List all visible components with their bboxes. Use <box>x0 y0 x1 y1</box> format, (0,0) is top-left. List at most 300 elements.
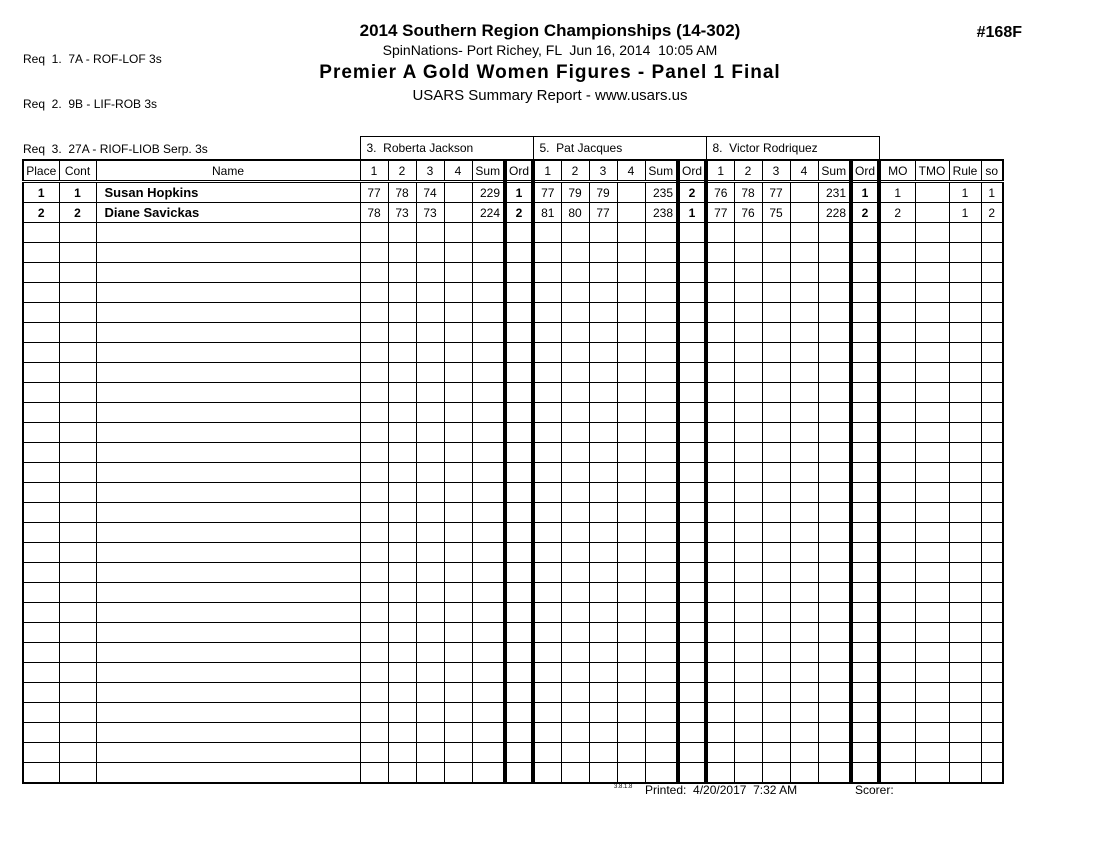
cell-judge1-score2 <box>388 403 416 423</box>
cell-rule <box>949 583 981 603</box>
cell-mo <box>879 463 915 483</box>
cell-judge1-score1 <box>360 503 388 523</box>
cell-tmo <box>915 303 949 323</box>
cell-judge3-score3: 77 <box>762 182 790 203</box>
cell-rule <box>949 383 981 403</box>
cell-judge1-sum <box>472 483 505 503</box>
cell-judge2-score2 <box>561 603 589 623</box>
cell-place <box>23 243 59 263</box>
cell-judge3-sum: 231 <box>818 182 851 203</box>
cell-cont <box>59 623 96 643</box>
cell-judge2-sum <box>645 423 678 443</box>
cell-judge3-score2 <box>734 583 762 603</box>
cell-judge3-score1 <box>706 403 734 423</box>
cell-judge1-score4 <box>444 203 472 223</box>
cell-mo <box>879 763 915 784</box>
results-table <box>22 136 1004 784</box>
cell-judge3-score4 <box>790 203 818 223</box>
cell-judge2-score4 <box>617 182 645 203</box>
cell-judge2-score2 <box>561 583 589 603</box>
cell-judge2-sum <box>645 583 678 603</box>
cell-mo: 1 <box>879 182 915 203</box>
cell-judge2-score4 <box>617 443 645 463</box>
cell-judge3-sum <box>818 563 851 583</box>
cell-judge2-score1: 81 <box>533 203 561 223</box>
cell-tmo <box>915 563 949 583</box>
cell-so: 2 <box>981 203 1003 223</box>
cell-judge1-sum <box>472 683 505 703</box>
cell-so <box>981 583 1003 603</box>
cell-place <box>23 663 59 683</box>
cell-judge1-score4 <box>444 303 472 323</box>
cell-tmo <box>915 643 949 663</box>
header-judge2-2: 2 <box>561 160 589 182</box>
cell-mo <box>879 483 915 503</box>
cell-so <box>981 423 1003 443</box>
cell-place <box>23 563 59 583</box>
cell-judge1-sum <box>472 623 505 643</box>
cell-judge3-ord <box>851 603 879 623</box>
cell-judge3-sum <box>818 363 851 383</box>
cell-so <box>981 703 1003 723</box>
cell-place <box>23 623 59 643</box>
cell-judge3-score3 <box>762 343 790 363</box>
cell-mo <box>879 683 915 703</box>
cell-judge1-score4 <box>444 263 472 283</box>
cell-judge3-score1 <box>706 263 734 283</box>
cell-judge1-score2 <box>388 303 416 323</box>
cell-judge2-score2 <box>561 363 589 383</box>
cell-judge2-sum <box>645 483 678 503</box>
cell-judge3-ord <box>851 423 879 443</box>
cell-judge2-score4 <box>617 483 645 503</box>
cell-rule <box>949 623 981 643</box>
cell-judge2-score3 <box>589 483 617 503</box>
cell-judge2-score4 <box>617 363 645 383</box>
cell-judge3-score3 <box>762 383 790 403</box>
cell-judge3-score3 <box>762 303 790 323</box>
cell-judge1-ord: 2 <box>505 203 533 223</box>
footer <box>0 783 1100 803</box>
cell-judge2-score2 <box>561 523 589 543</box>
cell-place <box>23 363 59 383</box>
cell-judge1-score4 <box>444 603 472 623</box>
cell-judge3-ord <box>851 303 879 323</box>
cell-judge2-ord <box>678 383 706 403</box>
cell-tmo <box>915 423 949 443</box>
cell-judge3-score3 <box>762 403 790 423</box>
cell-judge2-score4 <box>617 563 645 583</box>
cell-judge3-score4 <box>790 363 818 383</box>
cell-judge2-score3 <box>589 343 617 363</box>
cell-so <box>981 623 1003 643</box>
cell-judge3-score1 <box>706 703 734 723</box>
cell-judge2-sum <box>645 603 678 623</box>
cell-judge2-score1 <box>533 483 561 503</box>
header-judge3-sum: Sum <box>818 160 851 182</box>
cell-judge1-sum <box>472 663 505 683</box>
cell-judge3-ord <box>851 383 879 403</box>
cell-judge2-score4 <box>617 223 645 243</box>
cell-place <box>23 443 59 463</box>
cell-judge1-score4 <box>444 683 472 703</box>
header-judge1-ord: Ord <box>505 160 533 182</box>
cell-tmo <box>915 243 949 263</box>
cell-name <box>96 503 360 523</box>
cell-judge2-score2 <box>561 223 589 243</box>
cell-place <box>23 463 59 483</box>
cell-judge1-score4 <box>444 543 472 563</box>
cell-judge3-score2 <box>734 743 762 763</box>
cell-judge3-ord: 1 <box>851 182 879 203</box>
cell-judge1-score2 <box>388 643 416 663</box>
cell-judge2-score1 <box>533 683 561 703</box>
cell-name <box>96 743 360 763</box>
cell-judge3-score2 <box>734 383 762 403</box>
cell-judge3-score1: 76 <box>706 182 734 203</box>
cell-judge2-score2 <box>561 243 589 263</box>
cell-judge3-score1 <box>706 563 734 583</box>
cell-judge3-score3 <box>762 563 790 583</box>
cell-rule <box>949 263 981 283</box>
cell-judge3-score3 <box>762 283 790 303</box>
cell-judge2-ord <box>678 583 706 603</box>
cell-judge1-score3 <box>416 503 444 523</box>
cell-mo <box>879 623 915 643</box>
cell-judge2-score3 <box>589 363 617 383</box>
cell-judge3-score3 <box>762 263 790 283</box>
cell-name <box>96 463 360 483</box>
header-judge3-ord: Ord <box>851 160 879 182</box>
cell-judge2-ord <box>678 323 706 343</box>
cell-judge1-score3 <box>416 583 444 603</box>
cell-judge2-score2 <box>561 483 589 503</box>
cell-judge2-score4 <box>617 523 645 543</box>
cell-judge1-score1 <box>360 223 388 243</box>
cell-rule <box>949 283 981 303</box>
cell-so <box>981 303 1003 323</box>
cell-judge2-ord <box>678 483 706 503</box>
cell-judge2-score1 <box>533 283 561 303</box>
cell-mo <box>879 243 915 263</box>
cell-judge1-ord <box>505 523 533 543</box>
cell-judge3-score2 <box>734 423 762 443</box>
cell-mo <box>879 343 915 363</box>
header-mo: MO <box>879 160 915 182</box>
cell-judge2-score2 <box>561 563 589 583</box>
cell-judge2-ord <box>678 543 706 563</box>
cell-judge1-score2 <box>388 343 416 363</box>
cell-judge3-score2 <box>734 303 762 323</box>
cell-judge1-ord <box>505 243 533 263</box>
cell-judge2-score1 <box>533 223 561 243</box>
cell-name <box>96 583 360 603</box>
cell-judge2-score2 <box>561 323 589 343</box>
cell-name <box>96 523 360 543</box>
cell-judge1-score3 <box>416 563 444 583</box>
cell-judge3-score3 <box>762 543 790 563</box>
cell-judge1-score2 <box>388 523 416 543</box>
cell-judge1-ord <box>505 543 533 563</box>
cell-judge1-score1 <box>360 263 388 283</box>
cell-judge1-sum: 229 <box>472 182 505 203</box>
cell-judge3-score4 <box>790 263 818 283</box>
cell-name <box>96 623 360 643</box>
cell-judge1-score1: 77 <box>360 182 388 203</box>
cell-judge2-score3 <box>589 583 617 603</box>
cell-judge2-ord <box>678 623 706 643</box>
cell-judge2-ord <box>678 343 706 363</box>
cell-judge3-score2 <box>734 243 762 263</box>
cell-judge3-sum <box>818 263 851 283</box>
cell-judge1-score1 <box>360 703 388 723</box>
cell-judge2-score4 <box>617 263 645 283</box>
cell-name: Diane Savickas <box>96 203 360 223</box>
cell-mo <box>879 423 915 443</box>
cell-judge1-score3 <box>416 463 444 483</box>
cell-judge1-score1 <box>360 763 388 784</box>
cell-judge1-score2 <box>388 463 416 483</box>
cell-cont <box>59 483 96 503</box>
cell-place <box>23 263 59 283</box>
cell-judge3-score3 <box>762 683 790 703</box>
cell-judge1-score1 <box>360 243 388 263</box>
cell-cont <box>59 363 96 383</box>
header-judge1-4: 4 <box>444 160 472 182</box>
cell-judge2-ord <box>678 363 706 383</box>
cell-name <box>96 383 360 403</box>
cell-mo <box>879 283 915 303</box>
cell-judge3-score1 <box>706 343 734 363</box>
cell-tmo <box>915 443 949 463</box>
cell-mo <box>879 523 915 543</box>
cell-rule <box>949 663 981 683</box>
cell-judge3-score1 <box>706 683 734 703</box>
cell-judge1-score1 <box>360 663 388 683</box>
cell-rule <box>949 743 981 763</box>
cell-judge1-sum <box>472 563 505 583</box>
cell-judge3-score3 <box>762 743 790 763</box>
judge-name-1: 3. Roberta Jackson <box>360 137 533 161</box>
cell-judge2-score3 <box>589 383 617 403</box>
cell-judge1-score3 <box>416 703 444 723</box>
cell-judge1-score2 <box>388 763 416 784</box>
requirement-line-2: Req 2. 9B - LIF-ROB 3s <box>23 97 158 111</box>
cell-judge2-score4 <box>617 463 645 483</box>
cell-judge2-ord <box>678 603 706 623</box>
cell-judge2-score4 <box>617 343 645 363</box>
cell-judge3-score2 <box>734 703 762 723</box>
cell-name <box>96 763 360 784</box>
cell-judge1-ord <box>505 403 533 423</box>
cell-place <box>23 483 59 503</box>
cell-judge1-score1 <box>360 303 388 323</box>
cell-judge3-ord <box>851 583 879 603</box>
cell-judge3-score4 <box>790 663 818 683</box>
cell-judge1-score2 <box>388 483 416 503</box>
cell-judge3-score2 <box>734 463 762 483</box>
cell-so <box>981 403 1003 423</box>
cell-rule <box>949 523 981 543</box>
cell-mo <box>879 663 915 683</box>
cell-cont <box>59 323 96 343</box>
header-judge3-4: 4 <box>790 160 818 182</box>
cell-judge2-sum <box>645 323 678 343</box>
cell-cont <box>59 383 96 403</box>
cell-tmo <box>915 283 949 303</box>
cell-judge3-score1 <box>706 523 734 543</box>
cell-judge1-score3 <box>416 523 444 543</box>
cell-judge2-score3 <box>589 503 617 523</box>
cell-judge3-score2: 78 <box>734 182 762 203</box>
cell-judge2-ord <box>678 243 706 263</box>
cell-judge3-score3 <box>762 703 790 723</box>
cell-mo <box>879 403 915 423</box>
cell-judge3-ord <box>851 263 879 283</box>
cell-judge2-score1 <box>533 703 561 723</box>
cell-cont <box>59 223 96 243</box>
cell-mo <box>879 263 915 283</box>
scorer-label: Scorer: <box>855 783 894 797</box>
cell-tmo <box>915 343 949 363</box>
cell-judge2-ord <box>678 443 706 463</box>
cell-judge2-score1 <box>533 463 561 483</box>
cell-judge3-score2 <box>734 523 762 543</box>
cell-judge1-score1 <box>360 463 388 483</box>
cell-judge1-score4 <box>444 243 472 263</box>
cell-judge2-score1 <box>533 403 561 423</box>
cell-rule <box>949 463 981 483</box>
cell-judge1-score3 <box>416 763 444 784</box>
cell-name <box>96 343 360 363</box>
cell-judge3-ord <box>851 703 879 723</box>
cell-judge1-score3 <box>416 443 444 463</box>
cell-judge3-score1 <box>706 443 734 463</box>
cell-judge2-sum <box>645 443 678 463</box>
cell-tmo <box>915 363 949 383</box>
cell-name <box>96 243 360 263</box>
cell-judge3-sum <box>818 543 851 563</box>
cell-judge3-score4 <box>790 683 818 703</box>
cell-name <box>96 323 360 343</box>
cell-judge2-score4 <box>617 203 645 223</box>
cell-judge1-sum <box>472 223 505 243</box>
cell-judge2-score1: 77 <box>533 182 561 203</box>
cell-judge3-score4 <box>790 563 818 583</box>
cell-judge3-score3 <box>762 723 790 743</box>
cell-judge1-score2 <box>388 663 416 683</box>
cell-judge1-sum <box>472 303 505 323</box>
cell-judge2-ord <box>678 723 706 743</box>
cell-judge1-score1 <box>360 563 388 583</box>
cell-judge3-score4 <box>790 623 818 643</box>
cell-judge2-ord <box>678 283 706 303</box>
cell-judge1-ord: 1 <box>505 182 533 203</box>
cell-judge3-score2 <box>734 483 762 503</box>
cell-judge2-score3 <box>589 723 617 743</box>
header-judge2-sum: Sum <box>645 160 678 182</box>
cell-judge2-score3 <box>589 563 617 583</box>
cell-judge3-sum <box>818 483 851 503</box>
cell-judge2-score2 <box>561 263 589 283</box>
cell-mo <box>879 323 915 343</box>
cell-so: 1 <box>981 182 1003 203</box>
cell-judge3-score3 <box>762 423 790 443</box>
cell-judge2-score3 <box>589 263 617 283</box>
cell-so <box>981 343 1003 363</box>
cell-judge2-score3 <box>589 423 617 443</box>
cell-name <box>96 263 360 283</box>
cell-judge1-score1 <box>360 723 388 743</box>
cell-judge2-score2: 80 <box>561 203 589 223</box>
cell-name <box>96 543 360 563</box>
cell-so <box>981 603 1003 623</box>
cell-judge1-score2 <box>388 423 416 443</box>
cell-judge3-score3 <box>762 643 790 663</box>
cell-judge1-sum <box>472 323 505 343</box>
cell-rule <box>949 543 981 563</box>
cell-mo <box>879 563 915 583</box>
cell-judge3-sum <box>818 423 851 443</box>
cell-tmo <box>915 323 949 343</box>
cell-judge1-score1 <box>360 643 388 663</box>
cell-judge2-score2 <box>561 463 589 483</box>
cell-judge2-score3 <box>589 403 617 423</box>
cell-judge3-score3 <box>762 363 790 383</box>
cell-judge1-score2: 78 <box>388 182 416 203</box>
cell-judge3-score2 <box>734 323 762 343</box>
printed-value: 4/20/2017 7:32 AM <box>686 783 798 797</box>
cell-cont <box>59 583 96 603</box>
cell-cont <box>59 443 96 463</box>
cell-place <box>23 703 59 723</box>
header-place: Place <box>23 160 59 182</box>
cell-judge1-score3 <box>416 363 444 383</box>
cell-judge3-score2 <box>734 603 762 623</box>
cell-judge1-score1: 78 <box>360 203 388 223</box>
cell-judge3-sum <box>818 303 851 323</box>
cell-judge3-score3 <box>762 323 790 343</box>
cell-judge3-ord <box>851 563 879 583</box>
cell-tmo <box>915 263 949 283</box>
cell-judge1-score1 <box>360 423 388 443</box>
cell-place <box>23 403 59 423</box>
cell-judge3-score1 <box>706 663 734 683</box>
cell-judge1-sum <box>472 703 505 723</box>
cell-judge2-score1 <box>533 363 561 383</box>
cell-judge1-score1 <box>360 543 388 563</box>
cell-judge2-score3 <box>589 443 617 463</box>
cell-judge2-score2 <box>561 743 589 763</box>
cell-judge1-score3 <box>416 383 444 403</box>
cell-name <box>96 663 360 683</box>
cell-judge1-score4 <box>444 583 472 603</box>
cell-tmo <box>915 723 949 743</box>
cell-tmo <box>915 463 949 483</box>
cell-judge3-score4 <box>790 763 818 784</box>
cell-judge3-score2 <box>734 663 762 683</box>
cell-so <box>981 663 1003 683</box>
cell-judge1-ord <box>505 383 533 403</box>
cell-judge3-score4 <box>790 583 818 603</box>
cell-judge1-sum <box>472 403 505 423</box>
cell-judge3-score4 <box>790 743 818 763</box>
cell-judge1-sum <box>472 383 505 403</box>
cell-judge2-score1 <box>533 523 561 543</box>
cell-cont <box>59 463 96 483</box>
cell-judge2-sum <box>645 363 678 383</box>
cell-judge1-sum <box>472 603 505 623</box>
